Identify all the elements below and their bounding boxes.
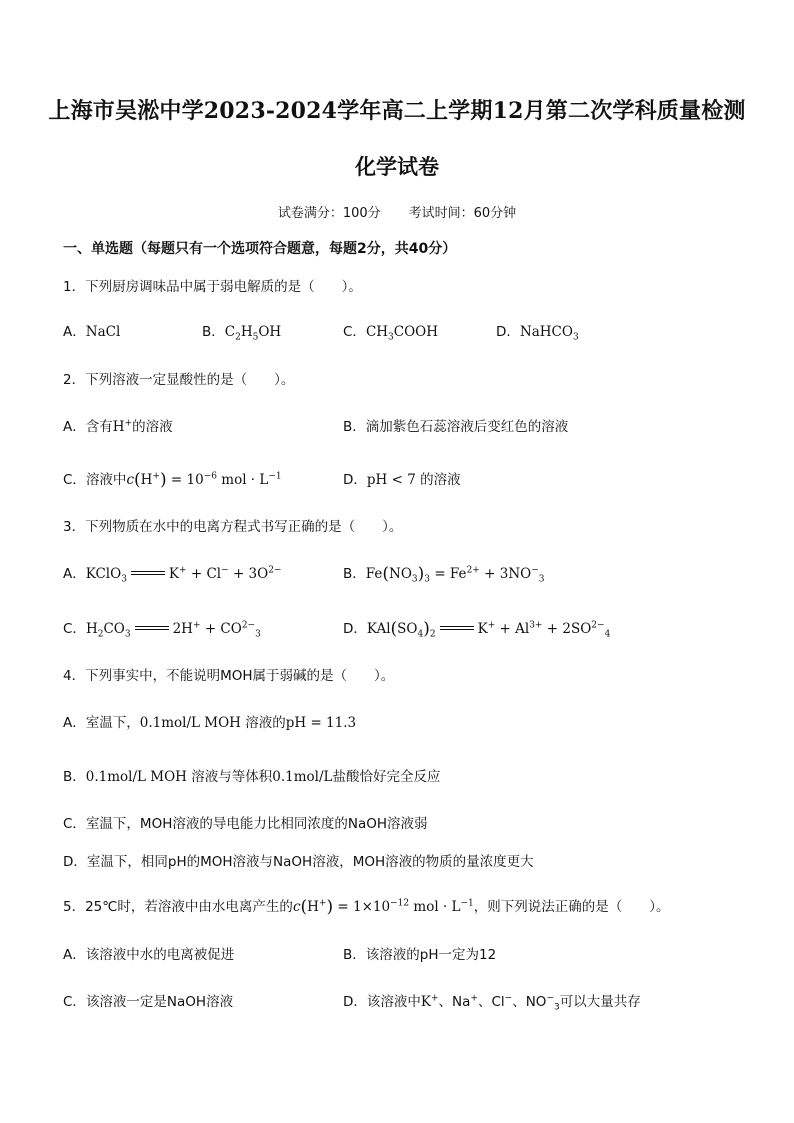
exam-subtitle: 化学试卷 bbox=[355, 154, 439, 179]
q1-stem: 1．下列厨房调味品中属于弱电解质的是（ ）。 bbox=[63, 279, 362, 295]
q1-option-a: A．NaCl bbox=[63, 324, 121, 340]
q1-option-d: D．NaHCO$_3$ bbox=[496, 324, 579, 343]
q2-option-d: D．pH < 7 的溶液 bbox=[343, 472, 461, 488]
q5-option-d: D．该溶液中K+、Na+、Cl−、$NO^-_3$可以大量共存 bbox=[343, 993, 641, 1013]
q3-option-a: A．KClO$_3$ $K^+ + Cl^- + 3O^{2-}$ bbox=[63, 565, 282, 585]
q5-stem: 5．25℃时，若溶液中由水电离产生的$c(H^+) = 1\times 10^{-12}$ mol · $L^{-1}$，则下列说法正确的是（ ）。 bbox=[63, 897, 670, 917]
q3-option-b: B．$Fe(NO_3)_3 = Fe^{2+} + 3NO^-_3$ bbox=[343, 564, 545, 585]
equilibrium-sign bbox=[440, 626, 474, 630]
q3-option-c: C．$H_2CO_3$ $2H^+ + CO^{2-}_3$ bbox=[63, 620, 261, 640]
q3-stem: 3．下列物质在水中的电离方程式书写正确的是（ ）。 bbox=[63, 519, 403, 535]
q1-option-b: B．$C_2H_5OH$ bbox=[202, 324, 282, 343]
q4-option-b: B．0.1mol/L MOH 溶液与等体积0.1mol/L盐酸恰好完全反应 bbox=[63, 769, 441, 785]
exam-title: 上海市吴淞中学2023-2024学年高二上学期12月第二次学科质量检测 bbox=[48, 98, 746, 124]
q2-option-a: A．含有H+的溶液 bbox=[63, 418, 173, 435]
equilibrium-sign bbox=[135, 626, 169, 630]
q4-option-c: C．室温下，MOH溶液的导电能力比相同浓度的NaOH溶液弱 bbox=[63, 816, 428, 832]
exam-time: 考试时间：60分钟 bbox=[408, 206, 517, 221]
q1-option-c: C．$CH_3COOH$ bbox=[343, 324, 439, 343]
q2-option-b: B．滴加紫色石蕊溶液后变红色的溶液 bbox=[343, 419, 569, 435]
q4-option-d: D．室温下，相同pH的MOH溶液与NaOH溶液，MOH溶液的物质的量浓度更大 bbox=[63, 854, 534, 870]
equilibrium-sign bbox=[131, 571, 165, 575]
q4-stem: 4．下列事实中，不能说明MOH属于弱碱的是（ ）。 bbox=[63, 668, 395, 684]
full-score: 试卷满分：100分 bbox=[277, 206, 381, 221]
q5-option-c: C．该溶液一定是NaOH溶液 bbox=[63, 994, 234, 1010]
q2-option-c: C．溶液中$c(H^+) = 10^{-6}$ mol · $L^{-1}$ bbox=[63, 470, 282, 490]
q5-option-a: A．该溶液中水的电离被促进 bbox=[63, 947, 235, 963]
exam-meta bbox=[0, 202, 794, 221]
q3-option-d: D．$KAl(SO_4)_2$ $K^+ + Al^{3+} + 2SO^{2-}_4$ bbox=[343, 619, 611, 640]
section-heading: 一、单选题（每题只有一个选项符合题意，每题2分，共40分） bbox=[63, 241, 457, 257]
q4-option-a: A．室温下，0.1mol/L MOH 溶液的pH = 11.3 bbox=[63, 715, 357, 731]
q2-stem: 2．下列溶液一定显酸性的是（ ）。 bbox=[63, 372, 295, 388]
q5-option-b: B．该溶液的pH一定为12 bbox=[343, 947, 497, 963]
